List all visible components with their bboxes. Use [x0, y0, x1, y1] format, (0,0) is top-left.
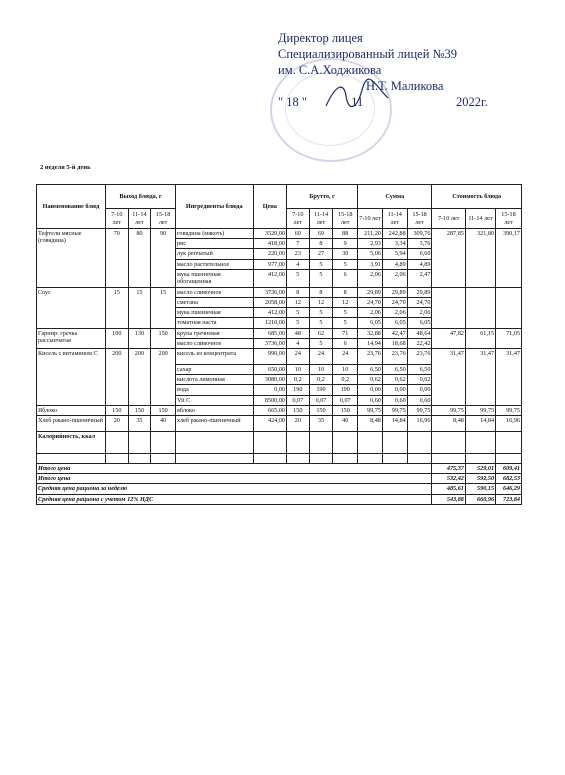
gross-cell: 8: [333, 287, 358, 297]
sum-cell: 3,34: [382, 239, 407, 249]
price-cell: 977,00: [253, 259, 286, 269]
ingredient-cell: сметана: [176, 298, 254, 308]
portion-cell: 15: [128, 287, 151, 328]
sum-cell: 24,70: [407, 298, 432, 308]
gross-cell: 150: [309, 405, 333, 415]
gross-cell: 12: [287, 298, 310, 308]
gross-cell: 150: [333, 405, 358, 415]
gross-cell: 24: [287, 349, 310, 365]
sum-cell: 24,70: [382, 298, 407, 308]
portion-cell: 200: [128, 349, 151, 406]
price-cell: 685,00: [253, 328, 286, 338]
price-cell: 0,00: [253, 385, 286, 395]
dish-cost-cell: 287,85: [432, 229, 465, 288]
empty-cell: [253, 454, 286, 464]
sum-cell: 6,05: [358, 318, 383, 328]
portion-cell: 130: [128, 328, 151, 348]
gross-cell: 0,2: [333, 375, 358, 385]
portion-cell: 40: [151, 416, 176, 432]
price-cell: 220,00: [253, 249, 286, 259]
gross-cell: 35: [309, 416, 333, 432]
sum-cell: 0,00: [382, 385, 407, 395]
gross-cell: 6: [333, 338, 358, 348]
sum-cell: 0,62: [358, 375, 383, 385]
sum-cell: 6,50: [407, 365, 432, 375]
sum-cell: 99,75: [358, 405, 383, 415]
empty-cell: [105, 454, 128, 464]
approval-position: Директор лицея: [278, 31, 363, 45]
empty-cell: [358, 432, 383, 454]
empty-cell: [176, 454, 254, 464]
price-cell: 990,00: [253, 349, 286, 365]
gross-cell: 8: [309, 287, 333, 297]
gross-cell: 9: [333, 239, 358, 249]
sum-cell: 99,75: [382, 405, 407, 415]
empty-cell: [287, 432, 310, 454]
empty-cell: [309, 432, 333, 454]
empty-cell: [176, 432, 254, 454]
gross-cell: 71: [333, 328, 358, 338]
price-cell: 1210,00: [253, 318, 286, 328]
ingredient-cell: вода: [176, 385, 254, 395]
header-age: 15-18 лет: [333, 209, 358, 229]
ingredient-cell: мука пшеничная обогащенная: [176, 269, 254, 287]
gross-cell: 5: [309, 269, 333, 287]
price-cell: 3736,00: [253, 338, 286, 348]
gross-cell: 0,2: [309, 375, 333, 385]
total-label: Итого цена: [37, 474, 432, 484]
sum-cell: 0,62: [382, 375, 407, 385]
dish-cost-cell: 47,82: [432, 328, 465, 348]
sum-cell: 5,06: [358, 249, 383, 259]
gross-cell: 190: [333, 385, 358, 395]
ingredient-cell: мука пшеничная: [176, 308, 254, 318]
header-gross: Брутто, г: [287, 185, 358, 209]
ingredient-cell: хлеб ржано-пшеничный: [176, 416, 254, 432]
gross-cell: 5: [309, 318, 333, 328]
total-row: [37, 484, 522, 494]
empty-cell: [128, 432, 151, 454]
header-age: 15-18 лет: [407, 209, 432, 229]
gross-cell: 5: [333, 308, 358, 318]
portion-cell: 200: [105, 349, 128, 406]
empty-cell: [128, 454, 151, 464]
gross-cell: 23: [287, 249, 310, 259]
total-value-cell: 592,50: [465, 474, 495, 484]
gross-cell: 190: [309, 385, 333, 395]
sum-cell: 0,62: [407, 375, 432, 385]
gross-cell: 0,07: [333, 395, 358, 405]
portion-cell: 70: [105, 229, 128, 288]
sum-cell: 18,68: [382, 338, 407, 348]
sum-cell: 0,60: [382, 395, 407, 405]
gross-cell: 62: [309, 328, 333, 338]
menu-cost-table: [36, 184, 522, 505]
gross-cell: 12: [309, 298, 333, 308]
approval-director-name: Н.Т. Маликова: [366, 79, 444, 93]
gross-cell: 60: [287, 229, 310, 239]
price-cell: 412,00: [253, 269, 286, 287]
sum-cell: 4,89: [407, 259, 432, 269]
ingredient-cell: сахар: [176, 365, 254, 375]
dish-cost-cell: 14,84: [465, 416, 495, 432]
header-age: 11-14 лет: [128, 209, 151, 229]
sum-cell: 23,76: [382, 349, 407, 365]
header-price: Цена: [253, 185, 286, 229]
header-dish-name: Наименование блюд: [37, 185, 106, 229]
total-row: [37, 464, 522, 474]
portion-cell: 150: [151, 328, 176, 348]
header-portion: Выход блюда, г: [105, 185, 175, 209]
sum-cell: 32,88: [358, 328, 383, 338]
table-row: [37, 349, 522, 365]
gross-cell: 30: [333, 249, 358, 259]
total-value-cell: 590,15: [465, 484, 495, 494]
dish-cost-cell: 99,75: [496, 405, 522, 415]
sum-cell: 0,00: [358, 385, 383, 395]
sum-cell: 8,48: [358, 416, 383, 432]
header-sum: Сумма: [358, 185, 432, 209]
total-value-cell: 609,41: [496, 464, 522, 474]
dish-cost-cell: 31,47: [432, 349, 465, 406]
portion-cell: 200: [151, 349, 176, 406]
ingredient-cell: кислота лимонная: [176, 375, 254, 385]
empty-cell: [382, 432, 407, 454]
empty-cell: [287, 454, 310, 464]
sum-cell: 24,70: [358, 298, 383, 308]
total-row: [37, 494, 522, 504]
dish-cost-cell: [432, 287, 465, 328]
calorie-row: [37, 432, 522, 454]
portion-cell: 20: [105, 416, 128, 432]
gross-cell: 5: [287, 318, 310, 328]
empty-cell: [465, 454, 495, 464]
header-age: 15-18 лет: [496, 209, 522, 229]
gross-cell: 5: [333, 318, 358, 328]
gross-cell: 4: [287, 338, 310, 348]
ingredient-cell: масло растительное: [176, 259, 254, 269]
total-value-cell: 682,53: [496, 474, 522, 484]
sum-cell: 14,94: [358, 338, 383, 348]
sum-cell: 2,93: [358, 239, 383, 249]
approval-date-month: 11: [351, 95, 364, 109]
dish-cost-cell: 99,75: [432, 405, 465, 415]
empty-cell: [333, 432, 358, 454]
sum-cell: 2,06: [382, 269, 407, 287]
ingredient-cell: кисель из концентрата: [176, 349, 254, 365]
price-cell: 3080,00: [253, 375, 286, 385]
table-row: [37, 328, 522, 338]
header-ingredients: Ингредиенты блюда: [176, 185, 254, 229]
ingredient-cell: говядина (мякоть): [176, 229, 254, 239]
sum-cell: 2,47: [407, 269, 432, 287]
ingredient-cell: Vit C: [176, 395, 254, 405]
price-cell: 665,00: [253, 405, 286, 415]
sum-cell: 23,76: [358, 349, 383, 365]
sum-cell: 6,60: [407, 249, 432, 259]
gross-cell: 7: [287, 239, 310, 249]
empty-cell: [432, 432, 465, 454]
portion-cell: 80: [128, 229, 151, 288]
sum-cell: 6,50: [358, 365, 383, 375]
gross-cell: 20: [287, 416, 310, 432]
empty-cell: [496, 432, 522, 454]
empty-cell: [407, 432, 432, 454]
sum-cell: 6,05: [382, 318, 407, 328]
table-row: [37, 287, 522, 297]
price-cell: 3520,00: [253, 229, 286, 239]
header-age: 7-10 лет: [432, 209, 465, 229]
dish-name-cell: Яблоко: [37, 405, 106, 415]
gross-cell: 24: [333, 349, 358, 365]
dish-name-cell: Гарнир: гречка рассыпчатая: [37, 328, 106, 348]
sum-cell: 99,75: [407, 405, 432, 415]
empty-cell: [432, 454, 465, 464]
gross-cell: 5: [309, 259, 333, 269]
approval-date: [278, 94, 548, 110]
dish-name-cell: Хлеб ржано-пшеничный: [37, 416, 106, 432]
portion-cell: 90: [151, 229, 176, 288]
sum-cell: 0,60: [358, 395, 383, 405]
table-row: [37, 416, 522, 432]
dish-cost-cell: 390,17: [496, 229, 522, 288]
dish-cost-cell: 16,96: [496, 416, 522, 432]
price-cell: 3736,00: [253, 287, 286, 297]
price-cell: 650,00: [253, 365, 286, 375]
gross-cell: 40: [333, 416, 358, 432]
empty-cell: [333, 454, 358, 464]
ingredient-cell: масло сливочное: [176, 338, 254, 348]
empty-cell: [309, 454, 333, 464]
gross-cell: 88: [333, 229, 358, 239]
week-day-label: 2 неделя 5-й день: [40, 164, 91, 171]
sum-cell: 0,60: [407, 395, 432, 405]
gross-cell: 0,07: [309, 395, 333, 405]
gross-cell: 10: [287, 365, 310, 375]
price-cell: 424,00: [253, 416, 286, 432]
gross-cell: 5: [309, 338, 333, 348]
ingredient-cell: яблоко: [176, 405, 254, 415]
approval-named-after: им. С.А.Ходжикова: [278, 63, 382, 77]
gross-cell: 10: [333, 365, 358, 375]
dish-cost-cell: 71,05: [496, 328, 522, 348]
ingredient-cell: томатная паста: [176, 318, 254, 328]
total-value-cell: 529,01: [465, 464, 495, 474]
gross-cell: 150: [287, 405, 310, 415]
gross-cell: 8: [309, 239, 333, 249]
sum-cell: 4,89: [382, 259, 407, 269]
gross-cell: 12: [333, 298, 358, 308]
portion-cell: 15: [105, 287, 128, 328]
dish-cost-cell: 61,15: [465, 328, 495, 348]
price-cell: 412,00: [253, 308, 286, 318]
empty-cell: [151, 432, 176, 454]
portion-cell: 150: [151, 405, 176, 415]
sum-cell: 22,42: [407, 338, 432, 348]
portion-cell: 100: [105, 328, 128, 348]
gross-cell: 0,2: [287, 375, 310, 385]
gross-cell: 48: [287, 328, 310, 338]
table-row: [37, 229, 522, 239]
sum-cell: 3,91: [358, 259, 383, 269]
sum-cell: 211,20: [358, 229, 383, 239]
total-value-cell: 532,42: [432, 474, 465, 484]
empty-cell: [407, 454, 432, 464]
total-value-cell: 485,61: [432, 484, 465, 494]
sum-cell: 309,76: [407, 229, 432, 239]
sum-cell: 0,00: [407, 385, 432, 395]
gross-cell: 5: [287, 308, 310, 318]
empty-cell: [465, 432, 495, 454]
approval-year: 2022г.: [456, 95, 488, 109]
empty-cell: [382, 454, 407, 464]
sum-cell: 48,64: [407, 328, 432, 338]
sum-cell: 6,50: [382, 365, 407, 375]
sum-cell: 242,88: [382, 229, 407, 239]
ingredient-cell: крупа гречневая: [176, 328, 254, 338]
sum-cell: 29,89: [407, 287, 432, 297]
price-cell: 2058,00: [253, 298, 286, 308]
gross-cell: 5: [309, 308, 333, 318]
gross-cell: 10: [309, 365, 333, 375]
dish-cost-cell: 31,47: [496, 349, 522, 406]
gross-cell: 0,07: [287, 395, 310, 405]
sum-cell: 5,94: [382, 249, 407, 259]
dish-name-cell: Тефтели мясные (говядина): [37, 229, 106, 288]
sum-cell: 2,06: [358, 308, 383, 318]
sum-cell: 6,05: [407, 318, 432, 328]
dish-cost-cell: 321,80: [465, 229, 495, 288]
gross-cell: 8: [287, 287, 310, 297]
total-value-cell: 646,29: [496, 484, 522, 494]
portion-cell: 15: [151, 287, 176, 328]
dish-cost-cell: 8,48: [432, 416, 465, 432]
sum-cell: 42,47: [382, 328, 407, 338]
total-value-cell: 723,84: [496, 494, 522, 504]
ingredient-cell: лук репчатый: [176, 249, 254, 259]
header-age: 7-10 лет: [358, 209, 383, 229]
total-value-cell: 660,96: [465, 494, 495, 504]
approval-block: [278, 30, 548, 110]
dish-cost-cell: 31,47: [465, 349, 495, 406]
sum-cell: 14,84: [382, 416, 407, 432]
approval-date-day: " 18 ": [278, 95, 307, 109]
sum-cell: 29,89: [358, 287, 383, 297]
header-age: 11-14 лет: [465, 209, 495, 229]
total-row: [37, 474, 522, 484]
approval-organization: Специализированный лицей №39: [278, 47, 457, 61]
total-label: Средняя цена рациона за неделю: [37, 484, 432, 494]
gross-cell: 27: [309, 249, 333, 259]
gross-cell: 190: [287, 385, 310, 395]
header-age: 7-10 лет: [287, 209, 310, 229]
dish-cost-cell: 99,75: [465, 405, 495, 415]
sum-cell: 3,76: [407, 239, 432, 249]
header-age: 7-10 лет: [105, 209, 128, 229]
gross-cell: 5: [287, 269, 310, 287]
portion-cell: 150: [128, 405, 151, 415]
gross-cell: 69: [309, 229, 333, 239]
dish-cost-cell: [465, 287, 495, 328]
total-label: Средняя цена рациона с учетом 12% НДС: [37, 494, 432, 504]
dish-name-cell: Соус: [37, 287, 106, 328]
sum-cell: 29,89: [382, 287, 407, 297]
header-age: 15-18 лет: [151, 209, 176, 229]
ingredient-cell: рис: [176, 239, 254, 249]
spacer-row: [37, 454, 522, 464]
sum-cell: 2,06: [407, 308, 432, 318]
total-value-cell: 543,88: [432, 494, 465, 504]
dish-cost-cell: [496, 287, 522, 328]
total-label: Итого цена: [37, 464, 432, 474]
header-age: 11-14 лет: [309, 209, 333, 229]
dish-name-cell: Кисель с витамином С: [37, 349, 106, 406]
sum-cell: 2,06: [382, 308, 407, 318]
empty-cell: [358, 454, 383, 464]
header-age: 11-14 лет: [382, 209, 407, 229]
empty-cell: [151, 454, 176, 464]
price-cell: 418,00: [253, 239, 286, 249]
price-cell: 8500,00: [253, 395, 286, 405]
empty-cell: [496, 454, 522, 464]
gross-cell: 5: [333, 259, 358, 269]
gross-cell: 24: [309, 349, 333, 365]
calorie-label: Калорийность, ккал: [37, 432, 106, 454]
gross-cell: 4: [287, 259, 310, 269]
sum-cell: 16,96: [407, 416, 432, 432]
empty-cell: [253, 432, 286, 454]
header-cost: Стоимость блюда: [432, 185, 522, 209]
empty-cell: [37, 454, 106, 464]
portion-cell: 150: [105, 405, 128, 415]
sum-cell: 23,76: [407, 349, 432, 365]
ingredient-cell: масло сливочное: [176, 287, 254, 297]
sum-cell: 2,06: [358, 269, 383, 287]
portion-cell: 35: [128, 416, 151, 432]
menu-table-body: [37, 229, 522, 505]
table-row: [37, 405, 522, 415]
gross-cell: 6: [333, 269, 358, 287]
empty-cell: [105, 432, 128, 454]
total-value-cell: 475,37: [432, 464, 465, 474]
